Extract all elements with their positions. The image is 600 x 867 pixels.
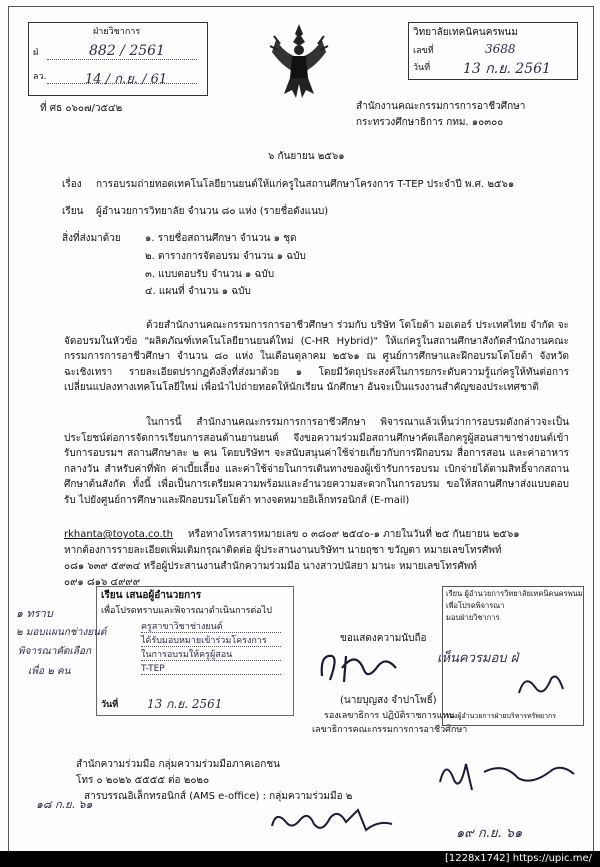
handwritten-note: ๑ ทราบ	[16, 607, 53, 620]
contact-email: rkhanta@toyota.co.th	[64, 529, 173, 540]
memo-date-value: 13 ก.ย. 2561	[147, 697, 223, 711]
contact-line-4: ๐๙๑ ๘๑๖ ๔๙๙๙	[64, 577, 141, 588]
receipt-right-date-value: 13 ก.ย. 2561	[463, 61, 551, 77]
body-paragraph-2: ในการนี้ สำนักงานคณะกรรมการการอาชีวศึกษา พิจารณาแล้วเห็นว่าการอบรมดังกล่าวจะเป็นประโยชน์ต่อการจัดการเรียนการสอนด้านยานยนต์ จึงขอความร่วมมือสถานศึกษาคัดเลือกครูผู้สอนสาขาช่างยนต์เข้ารับการอบรมฯ สถานศึกษาละ ๒ คน โดยบริษัทฯ จะสนับสนุนค่าใช้จ่ายเกี่ยวกับการฝึกอบรม สื่อการสอน และค่าอาหารกลางวัน สำหรับค่าที่พัก ค่าเบี้ยเลี้ยง และค่าใช้จ่ายในการเดินทางของผู้เข้ารับการอบรม เบิกจ่ายได้ตามสิทธิ์จากสถานศึกษาต้นสังกัด ทั้งนี้ เพื่อเป็นการเตรียมความพร้อมและอำนวยความสะดวกในการอบรม ขอให้สถานศึกษาส่งแบบตอบรับ ไปยังศูนย์การศึกษาและฝึกอบรมโตโยต้า ทางจดหมายอิเล็กทรอนิกส์ (E-mail)	[64, 417, 569, 506]
document-number: ที่ ศธ ๐๖๐๗/ว๕๔๒	[40, 103, 123, 114]
document-date: ๖ กันยายน ๒๕๖๑	[268, 151, 345, 162]
receipt-left-header: ฝ่ายวิชาการ	[93, 27, 141, 37]
signer-position-1: รองเลขาธิการ ปฏิบัติราชการแทน	[324, 711, 455, 721]
enclosure-item: ๑. รายชื่อสถานศึกษา จำนวน ๑ ชุด	[145, 233, 297, 244]
receipt-left-date-label: ลว.	[33, 72, 47, 82]
footer-phone: โทร ๐ ๒๐๒๖ ๕๕๕๕ ต่อ ๒๐๒๐	[76, 775, 210, 786]
approval-footer: รองผู้อำนวยการฝ่ายบริหารทรัพยากร	[446, 712, 557, 720]
memo-title: เรียน เสนอผู้อำนวยการ	[101, 590, 202, 601]
contact-line-2: หากต้องการรายละเอียดเพิ่มเติมกรุณาติดต่อ ผู้ประสานงานบริษัทฯ นายฤชา ขวัญตา หมายเลขโทรศัพท์	[64, 545, 502, 556]
footer-office: สำนักความร่วมมือ กลุ่มความร่วมมือภาคเอกชน	[76, 759, 280, 770]
approval-line-3: มอบฝ่ายวิชาการ	[446, 613, 500, 622]
memo-line-1: เพื่อโปรดทราบและพิจารณาดำเนินการต่อไป	[101, 606, 272, 616]
receipt-stamp-left	[28, 22, 208, 96]
approval-line-2: เพื่อโปรดพิจารณา	[446, 601, 505, 610]
watermark-text: [1228x1742] https://upic.me/	[444, 853, 592, 864]
body-paragraph-1: ด้วยสำนักงานคณะกรรมการการอาชีวศึกษา ร่วมกับ บริษัท โตโยต้า มอเตอร์ ประเทศไทย จำกัด จะจัดอบรมในหัวข้อ "ผลิตภัณฑ์เทคโนโลยียานยนต์ใหม่ (C-HR Hybrid)" ให้แก่ครูในสถานศึกษาสังกัดสำนักงานคณะกรรมการการอาชีวศึกษา จำนวน ๘๐ แห่ง ในเดือนตุลาคม ๒๕๖๑ ณ ศูนย์การศึกษาและฝึกอบรมโตโยต้า จังหวัดฉะเชิงเทรา รายละเอียดปรากฏดังสิ่งที่ส่งมาด้วย ๑ โดยมีวัตถุประสงค์ในการยกระดับความรู้แก่ครูให้ทันต่อการเปลี่ยนแปลงทางเทคโนโลยีใหม่ เพื่อนำไปถ่ายทอดให้นักเรียน นักศึกษา อันจะเป็นแรงงานสำคัญของประเทศชาติ	[64, 320, 569, 394]
subject-text: การอบรมถ่ายทอดเทคโนโลยียานยนต์ให้แก่ครูในสถานศึกษาโครงการ T-TEP ประจำปี พ.ศ. ๒๕๖๑	[96, 179, 515, 190]
receipt-left-no-value: 882 / 2561	[89, 43, 165, 59]
approval-handwriting: เห็นควรมอบ ฝ่	[437, 651, 519, 666]
memo-item: T-TEP	[141, 664, 165, 674]
memo-item: ได้รับมอบหมายเข้าร่วมโครงการ	[141, 636, 267, 646]
to-label: เรียน	[62, 206, 84, 217]
handwritten-signature-bottom	[266, 800, 406, 842]
handwritten-scribble-right	[432, 752, 582, 802]
approval-stamp	[437, 586, 584, 726]
subject-label: เรื่อง	[62, 179, 82, 190]
contact-line-1: หรือทางโทรสารหมายเลข ๐ ๓๘๐๙ ๒๕๔๐-๑ ภายในวันที่ ๒๕ กันยายน ๒๕๖๑	[188, 529, 520, 540]
handwritten-note: เพื่อ ๒ คน	[28, 666, 71, 677]
receipt-right-date-label: วันที่	[413, 63, 431, 73]
enclosure-item: ๔. แผนที่ จำนวน ๑ ฉบับ	[145, 286, 251, 297]
handwritten-note: ๑๘ ก.ย. ๖๑	[36, 798, 93, 811]
handwritten-note: พิจารณาคัดเลือก	[18, 646, 92, 657]
office-line-2: กระทรวงศึกษาธิการ กทม. ๑๐๓๐๐	[356, 117, 504, 128]
receipt-left-no-label: ฝ่	[33, 48, 39, 58]
handwritten-note: ๒ มอบแผนกช่างยนต์	[16, 627, 107, 638]
dotted-line	[141, 660, 281, 661]
receipt-right-no-value: 3688	[485, 42, 516, 56]
receipt-left-date-value: 14 / ก.ย. / 61	[85, 72, 168, 87]
enclosure-label: สิ่งที่ส่งมาด้วย	[62, 233, 121, 244]
approval-line-1: เรียน ผู้อำนวยการวิทยาลัยเทคนิคนครพนม	[446, 589, 583, 598]
handwritten-note: ๑๙ ก.ย. ๖๑	[456, 826, 523, 841]
signer-position-2: เลขาธิการคณะกรรมการการอาชีวศึกษา	[312, 725, 468, 735]
signature-main	[316, 646, 406, 690]
signer-name: (นายบุญสง จำปาโพธิ์)	[340, 695, 437, 706]
memo-date-label: วันที่	[101, 700, 119, 710]
enclosure-item: ๒. ตารางการจัดอบรม จำนวน ๑ ฉบับ	[145, 251, 306, 262]
dotted-line	[141, 646, 281, 647]
dotted-line	[47, 83, 197, 84]
to-text: ผู้อำนวยการวิทยาลัย จำนวน ๘๐ แห่ง (รายชื่อดังแนบ)	[96, 206, 329, 217]
footer-ams: สารบรรณอิเล็กทรอนิกส์ (AMS e-office) : กลุ่มความร่วมมือ ๒	[84, 791, 353, 802]
office-line-1: สำนักงานคณะกรรมการการอาชีวศึกษา	[356, 101, 526, 112]
contact-line-3: ๐๘๑ ๖๓๙ ๕๙๓๔ หรือผู้ประสานงานสำนักความร่วมมือ นางสาวปนัสยา มานะ หมายเลขโทรศัพท์	[64, 561, 477, 572]
memo-stamp	[96, 586, 294, 716]
enclosure-item: ๓. แบบตอบรับ จำนวน ๑ ฉบับ	[145, 269, 275, 280]
garuda-emblem	[268, 22, 330, 102]
memo-item: ในการอบรมให้ครูผู้สอน	[141, 650, 233, 660]
receipt-right-no-label: เลขที่	[413, 46, 434, 56]
dotted-line	[141, 632, 281, 633]
dotted-line	[47, 59, 197, 60]
receipt-stamp-right	[408, 22, 578, 80]
closing-text: ขอแสดงความนับถือ	[340, 633, 427, 644]
approval-signature	[513, 669, 573, 707]
memo-item: ครูสาขาวิชาช่างยนต์	[141, 622, 223, 632]
dotted-line	[141, 674, 281, 675]
receipt-right-header: วิทยาลัยเทคนิคนครพนม	[413, 27, 518, 38]
